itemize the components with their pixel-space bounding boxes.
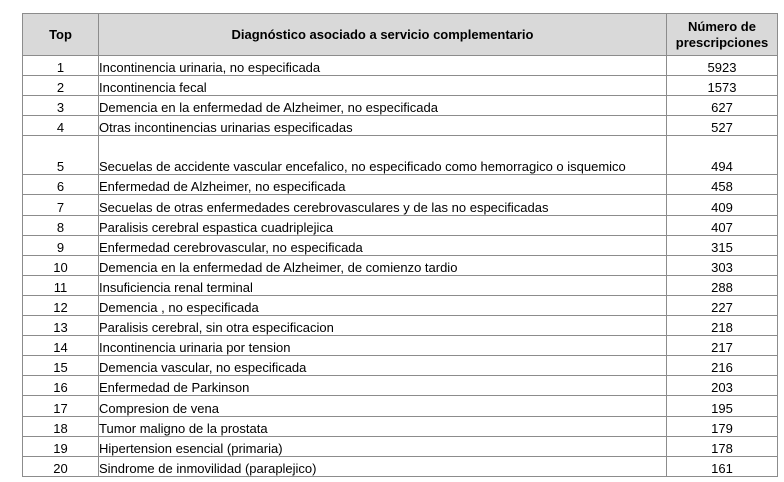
row-rank: 2 <box>23 76 99 96</box>
diagnosis-table <box>22 13 778 477</box>
row-diagnosis: Otras incontinencias urinarias especificadas <box>99 116 667 136</box>
row-rank: 18 <box>23 416 99 436</box>
row-diagnosis: Insuficiencia renal terminal <box>99 275 667 295</box>
row-rank: 11 <box>23 275 99 295</box>
row-prescription-count: 407 <box>667 215 778 235</box>
row-diagnosis: Incontinencia urinaria, no especificada <box>99 56 667 76</box>
row-diagnosis: Enfermedad de Alzheimer, no especificada <box>99 175 667 195</box>
row-diagnosis: Incontinencia urinaria por tension <box>99 336 667 356</box>
row-prescription-count: 627 <box>667 96 778 116</box>
row-rank: 10 <box>23 255 99 275</box>
row-diagnosis: Paralisis cerebral espastica cuadriplejica <box>99 215 667 235</box>
header-diagnosis: Diagnóstico asociado a servicio complementario <box>99 14 667 56</box>
row-prescription-count: 217 <box>667 336 778 356</box>
row-rank: 4 <box>23 116 99 136</box>
row-diagnosis: Paralisis cerebral, sin otra especificacion <box>99 316 667 336</box>
row-rank: 14 <box>23 336 99 356</box>
table-body <box>23 56 778 477</box>
row-rank: 5 <box>23 136 99 175</box>
row-rank: 15 <box>23 356 99 376</box>
row-prescription-count: 218 <box>667 316 778 336</box>
row-prescription-count: 195 <box>667 396 778 416</box>
row-diagnosis: Enfermedad cerebrovascular, no especificada <box>99 235 667 255</box>
row-prescription-count: 227 <box>667 295 778 315</box>
row-prescription-count: 161 <box>667 456 778 476</box>
table-row <box>23 336 778 356</box>
table-row <box>23 436 778 456</box>
table-row <box>23 175 778 195</box>
row-prescription-count: 315 <box>667 235 778 255</box>
row-diagnosis: Demencia en la enfermedad de Alzheimer, no especificada <box>99 96 667 116</box>
table-row <box>23 416 778 436</box>
table-row <box>23 456 778 476</box>
row-diagnosis: Enfermedad de Parkinson <box>99 376 667 396</box>
table-row <box>23 195 778 215</box>
header-prescriptions: Número de prescripciones <box>667 14 778 56</box>
row-diagnosis: Demencia vascular, no especificada <box>99 356 667 376</box>
row-diagnosis: Secuelas de otras enfermedades cerebrovasculares y de las no especificadas <box>99 195 667 215</box>
row-rank: 12 <box>23 295 99 315</box>
table-row <box>23 275 778 295</box>
row-diagnosis: Hipertension esencial (primaria) <box>99 436 667 456</box>
row-diagnosis: Sindrome de inmovilidad (paraplejico) <box>99 456 667 476</box>
row-prescription-count: 288 <box>667 275 778 295</box>
row-diagnosis: Compresion de vena <box>99 396 667 416</box>
row-prescription-count: 527 <box>667 116 778 136</box>
table-header <box>23 14 778 56</box>
row-prescription-count: 203 <box>667 376 778 396</box>
row-rank: 16 <box>23 376 99 396</box>
row-rank: 7 <box>23 195 99 215</box>
row-prescription-count: 1573 <box>667 76 778 96</box>
row-prescription-count: 494 <box>667 136 778 175</box>
table-row <box>23 356 778 376</box>
row-rank: 1 <box>23 56 99 76</box>
row-prescription-count: 178 <box>667 436 778 456</box>
row-rank: 3 <box>23 96 99 116</box>
table-row <box>23 56 778 76</box>
table-row <box>23 255 778 275</box>
row-rank: 17 <box>23 396 99 416</box>
row-diagnosis: Tumor maligno de la prostata <box>99 416 667 436</box>
row-diagnosis: Secuelas de accidente vascular encefalico, no especificado como hemorragico o isquemico <box>99 136 667 175</box>
row-rank: 13 <box>23 316 99 336</box>
table-row <box>23 76 778 96</box>
table-row <box>23 136 778 175</box>
row-prescription-count: 458 <box>667 175 778 195</box>
table-row <box>23 376 778 396</box>
row-diagnosis: Demencia , no especificada <box>99 295 667 315</box>
row-diagnosis: Demencia en la enfermedad de Alzheimer, de comienzo tardio <box>99 255 667 275</box>
table-row <box>23 215 778 235</box>
row-diagnosis: Incontinencia fecal <box>99 76 667 96</box>
row-rank: 19 <box>23 436 99 456</box>
table-row <box>23 96 778 116</box>
row-prescription-count: 303 <box>667 255 778 275</box>
table-row <box>23 396 778 416</box>
row-rank: 9 <box>23 235 99 255</box>
table-row <box>23 295 778 315</box>
table-row <box>23 116 778 136</box>
row-rank: 8 <box>23 215 99 235</box>
table-row <box>23 235 778 255</box>
row-prescription-count: 216 <box>667 356 778 376</box>
row-prescription-count: 5923 <box>667 56 778 76</box>
row-prescription-count: 409 <box>667 195 778 215</box>
row-prescription-count: 179 <box>667 416 778 436</box>
row-rank: 20 <box>23 456 99 476</box>
header-row <box>23 14 778 56</box>
row-rank: 6 <box>23 175 99 195</box>
table-row <box>23 316 778 336</box>
header-top: Top <box>23 14 99 56</box>
